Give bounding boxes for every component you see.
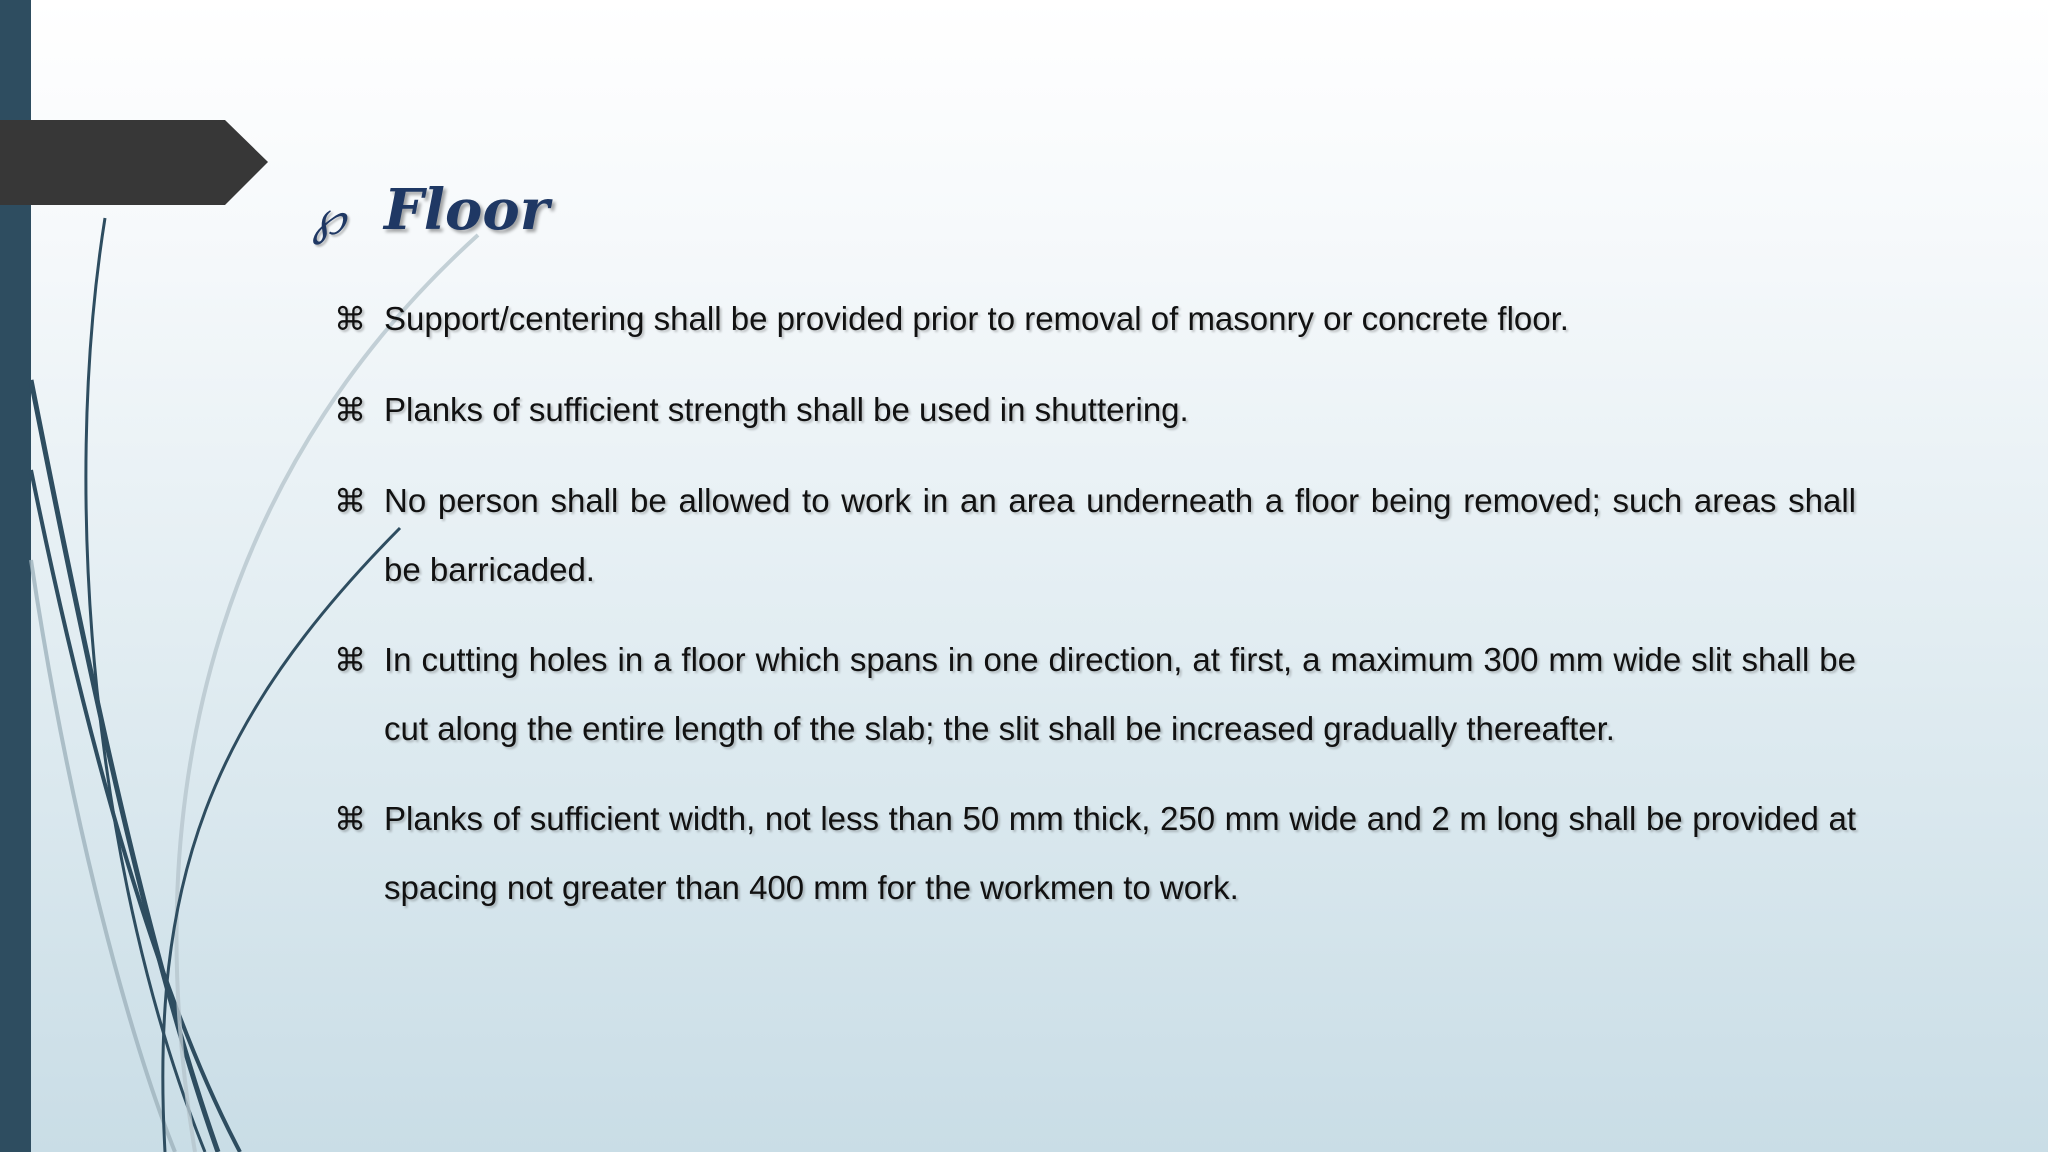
bullet-text: In cutting holes in a floor which spans in one direction, at first, a maximum 300 mm wide slit shall be cut along the entire length of the slab; the slit shall be increased gradually thereafter. (384, 641, 1856, 747)
command-bullet-icon: ⌘ (334, 300, 366, 338)
list-item (334, 625, 1856, 763)
slide-title: Floor (384, 177, 550, 243)
bullet-text: Planks of sufficient strength shall be used in shuttering. (384, 391, 1189, 428)
command-bullet-icon: ⌘ (334, 641, 366, 679)
command-bullet-icon: ⌘ (334, 800, 366, 838)
title-bullet-icon: ℘ (312, 190, 346, 246)
command-bullet-icon: ⌘ (334, 391, 366, 429)
command-bullet-icon: ⌘ (334, 482, 366, 520)
list-item (334, 284, 1856, 354)
bullet-text: Planks of sufficient width, not less than 50 mm thick, 250 mm wide and 2 m long shall be provided at spacing not greater than 400 mm for the workmen to work. (384, 800, 1856, 906)
bullet-text: No person shall be allowed to work in an area underneath a floor being removed; such areas shall be barricaded. (384, 482, 1856, 588)
bullet-text: Support/centering shall be provided prior to removal of masonry or concrete floor. (384, 300, 1569, 337)
slide-title-row (312, 170, 549, 250)
bullet-list (334, 284, 1856, 943)
list-item (334, 466, 1856, 604)
list-item (334, 784, 1856, 922)
title-tab-shape (0, 120, 268, 205)
list-item (334, 375, 1856, 445)
